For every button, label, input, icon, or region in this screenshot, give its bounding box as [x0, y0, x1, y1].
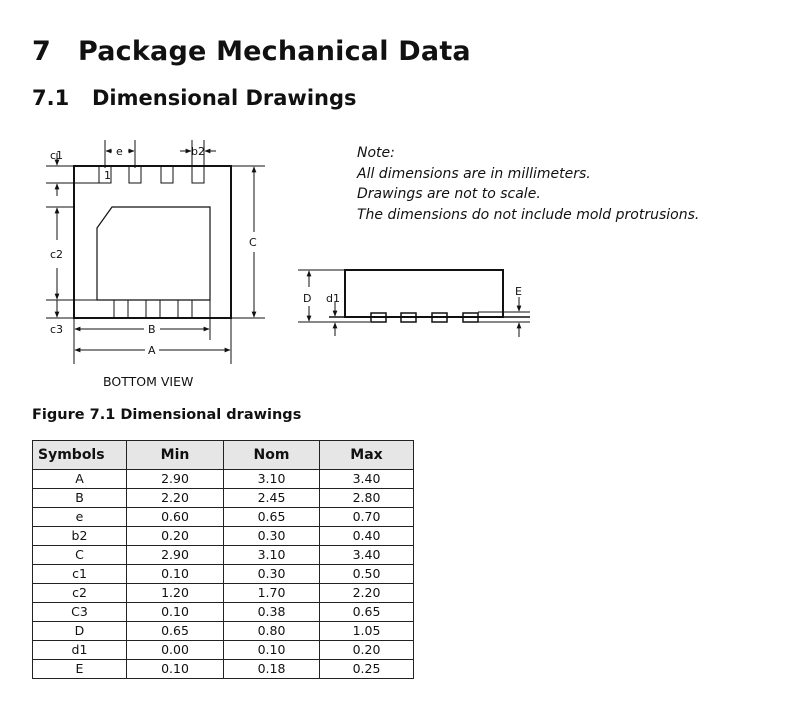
note-line: The dimensions do not include mold protrusions. [357, 206, 700, 223]
cell-max: 3.40 [320, 470, 414, 489]
cell-min: 2.90 [127, 546, 224, 565]
cell-nom: 2.45 [224, 489, 320, 508]
header-nom: Nom [224, 441, 320, 470]
bottom-view-caption: BOTTOM VIEW [103, 374, 194, 389]
cell-symbol: c2 [33, 584, 127, 603]
subsection-title: Dimensional Drawings [92, 86, 357, 110]
cell-min: 0.10 [127, 660, 224, 679]
cell-min: 2.20 [127, 489, 224, 508]
header-symbols: Symbols [33, 441, 127, 470]
label-c1: c1 [50, 149, 64, 162]
label-d1: d1 [326, 292, 340, 305]
cell-max: 0.70 [320, 508, 414, 527]
table-header-row [33, 441, 414, 470]
cell-nom: 0.65 [224, 508, 320, 527]
cell-max: 3.40 [320, 546, 414, 565]
cell-symbol: D [33, 622, 127, 641]
subsection-number: 7.1 [32, 86, 70, 110]
cell-min: 0.10 [127, 603, 224, 622]
label-A: A [148, 344, 156, 357]
cell-symbol: E [33, 660, 127, 679]
cell-min: 1.20 [127, 584, 224, 603]
cell-nom: 1.70 [224, 584, 320, 603]
label-c2: c2 [50, 248, 64, 261]
cell-symbol: b2 [33, 527, 127, 546]
table-row [33, 470, 414, 489]
package-body-side [345, 270, 503, 317]
table-row [33, 603, 414, 622]
pad [129, 166, 141, 183]
cell-max: 0.50 [320, 565, 414, 584]
pad [161, 166, 173, 183]
cell-max: 0.65 [320, 603, 414, 622]
cell-symbol: e [33, 508, 127, 527]
cell-min: 0.10 [127, 565, 224, 584]
cell-max: 0.25 [320, 660, 414, 679]
cell-nom: 0.30 [224, 527, 320, 546]
cell-min: 0.60 [127, 508, 224, 527]
label-b2: b2 [191, 145, 205, 158]
cell-max: 2.20 [320, 584, 414, 603]
table-row [33, 584, 414, 603]
cell-max: 1.05 [320, 622, 414, 641]
section-number: 7 [32, 36, 51, 67]
cell-nom: 0.30 [224, 565, 320, 584]
table-row [33, 508, 414, 527]
label-E: E [515, 285, 522, 298]
cell-nom: 0.10 [224, 641, 320, 660]
pad [178, 300, 192, 318]
label-e: e [116, 145, 123, 158]
cell-symbol: c1 [33, 565, 127, 584]
cell-nom: 3.10 [224, 546, 320, 565]
cell-symbol: C [33, 546, 127, 565]
cell-max: 0.40 [320, 527, 414, 546]
cell-symbol: C3 [33, 603, 127, 622]
label-c3: c3 [50, 323, 64, 336]
cell-nom: 0.18 [224, 660, 320, 679]
label-D: D [303, 292, 312, 305]
cell-nom: 3.10 [224, 470, 320, 489]
header-max: Max [320, 441, 414, 470]
cell-max: 2.80 [320, 489, 414, 508]
cell-min: 0.00 [127, 641, 224, 660]
section-title: Package Mechanical Data [78, 36, 471, 67]
note-line: Drawings are not to scale. [357, 186, 541, 202]
table-row [33, 527, 414, 546]
cell-max: 0.20 [320, 641, 414, 660]
table-row [33, 489, 414, 508]
dimensions-table [32, 440, 414, 679]
pad [192, 166, 204, 183]
cell-symbol: d1 [33, 641, 127, 660]
pad [146, 300, 160, 318]
pin1-label: 1 [104, 169, 111, 182]
table-row [33, 565, 414, 584]
note-line: All dimensions are in millimeters. [357, 165, 591, 182]
table-row [33, 622, 414, 641]
table-row [33, 546, 414, 565]
figure-caption: Figure 7.1 Dimensional drawings [32, 407, 302, 423]
table-row [33, 660, 414, 679]
label-C: C [249, 236, 257, 249]
pad [114, 300, 128, 318]
cell-nom: 0.80 [224, 622, 320, 641]
cell-nom: 0.38 [224, 603, 320, 622]
header-min: Min [127, 441, 224, 470]
cell-min: 2.90 [127, 470, 224, 489]
table-row [33, 641, 414, 660]
cell-min: 0.20 [127, 527, 224, 546]
exposed-pad [97, 207, 210, 300]
cell-min: 0.65 [127, 622, 224, 641]
cell-symbol: A [33, 470, 127, 489]
label-B: B [148, 323, 156, 336]
cell-symbol: B [33, 489, 127, 508]
note-heading: Note: [357, 145, 395, 161]
